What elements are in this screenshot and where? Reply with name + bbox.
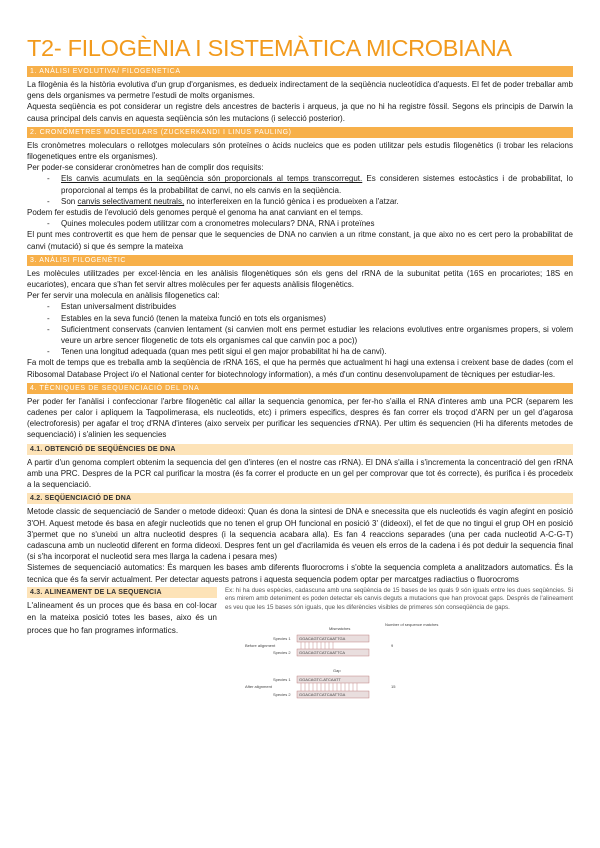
matches-label: Number of sequence matches [385,621,439,627]
gap-label: Gap [333,667,341,673]
section-2-paragraph: Podem fer estudis de l'evolució dels genomes perquè el genoma ha anat canviant en el temps. [27,208,363,218]
section-4-2-paragraph: Metode classic de sequenciació de Sander o metode dideoxi: Quan és dona la sintesi de DNA e snecessita que els nucleotids és vagin afegint en posició 3'OH. Aquest metode és basa en afegir nucleotids que no tenen el grup OH funcional en posició 3' (dideoxi), el fet de que no tingui el grup OH en posició 3'permet que no s'uneixi un altra nucleotid despres (i la sequencia acabara alla). Es fan 4 reaccions separades (una per cada nucleotid A-C-G-T) cadascuna amb un nucleotid diferent en forma dideoxi. Despres fent un gel d'acrilamida és veuen els erros de la cadena i és pot deduir la sequencia final (si s'ha incorporat el nucleotid sera mes llarga la cadena i pesara mes) [27,507,573,562]
list-item-text: Estables en la seva funció (tenen la mateixa funció en tots els organismes) [61,313,327,323]
sequence-after-2: GGACAGTCATCAATTGA [299,691,346,697]
sequence-after-1: GGACAGTC-ATCAATT [299,676,341,682]
species-1-label: Species 1 [273,676,291,682]
requirements-list [27,173,573,207]
section-1-paragraph: Aquesta seqüència es pot considerar un registre dels ancestres de bacteris i arqueus, ja que no hi ha registre fòssil. Segons els principis de Darwin la causa principal dels canvis en aquesta seqüència són les mutacions (i selecció posterior). [27,102,573,123]
section-3-heading: 3. ANÀLISI FILOGENÈTIC [27,255,573,266]
label-after: After alignment [245,683,272,689]
section-3-paragraph: Fa molt de temps que es treballa amb la seqüència de rRNA 16S, el que ha permès que actualment hi hagi una extensa i creixent base de dades (com el Ribosomal Database Project i/o el National center for biotechnology information), a més d'un continu desenvolupament de tècniques per estudiar-les. [27,358,573,379]
section-1-heading: 1. ANÀLISI EVOLUTIVA/ FILOGENETICA [27,66,573,77]
question-list [27,218,573,229]
section-4-1-paragraph: A partir d'un genoma complert obtenim la sequencia del gen d'interes (en el nostre cas rRNA). El DNA s'ailla i s'incrementa la concentració del gen rRNA amb una PRC. Despres de la PCR cal purificar la mostra (és fa correr el producte en un gel per comprovar que tot és correcte), és purifica i és procedeix a la sequenciació. [27,457,573,490]
section-2-heading: 2. CRONÒMETRES MOLECULARS (ZUCKERKANDI I LINUS PAULING) [27,127,573,138]
underlined-text: canvis selectivament neutrals, [77,196,185,206]
list-item: - Quines molecules podem utilitzar com a cronometres moleculars? DNA, RNA i proteïnes [47,219,375,229]
sequence-before-1: GGACAGTCATCAATTGA [299,635,346,641]
section-4-2-paragraph: Sistemes de sequenciació automatics: És marquen les bases amb diferents fluorocroms i s'obte la sequencia completa a analitzadors automatics. És la tecnica que és fa servir actualment. Per detectar aquests patrons i aquesta sequencia podem optar per marcatges radiactius o fluorocroms [27,563,573,584]
list-item-text: Son [61,196,78,206]
criteria-list [27,301,573,357]
section-4-heading: 4. TÈCNIQUES DE SEQÜENCIACIÓ DEL DNA [27,383,573,394]
species-1-label: Species 1 [273,635,291,641]
match-lines [301,683,357,691]
section-4-paragraph: Per poder fer l'anàlisi i confeccionar l'arbre filogenètic cal aillar la sequencia genomica, per fer-ho s'ailla el RNA d'interes amb una PCR (separem les cadenes per calor i apliquem la Taqpolimerasa, els nucleotids, etc) i primers especifics, despres és fan correr els troçod d'ARN per un gel d'agarosa (electroforesis) per agafar el troç d'RNA d'interes (aixo serveix per purificar les sequencies d'RNA). Per ultim és sequencien (Hi ha diferents metodes de sequenciació) i s'alinien les sequencies [27,396,573,440]
figure-caption: Ex: hi ha dues espècies, cadascuna amb una seqüència de 15 bases de les quals 9 són iguals entre les dues seqüències. Si ens mirem amb deteniment es poden detectar els canvis deguts a mutacions que han provocat gaps. Després de l'alineament es veu que les 15 bases són iguals, que les diferències visibles de primeres són conseqüència de gaps. [225,586,573,611]
count-after: 15 [391,683,396,689]
list-item: - Son canvis selectivament neutrals, no interfereixen en la funció gènica i es produeixen a l'atzar. [47,196,399,206]
section-3-paragraph: Per fer servir una molecula en anàlisis filogenetics cal: [27,291,220,301]
list-item: - Estables en la seva funció (tenen la mateixa funció en tots els organismes) [47,313,327,323]
match-lines [301,642,333,649]
list-item: - Tenen una longitud adequada (quan mes petit sigui el gen major probabilitat hi ha de canvi). [47,347,387,357]
list-item-text: Es consideren sistemes estocàstics i de probabilitat, lo proporcional al temps és la probabilitat de canvi, no els canvis en la seqüència. [61,174,573,195]
section-4-3-heading: 4.3. ALINEAMENT DE LA SEQUENCIA [27,587,217,598]
list-item-text: Quines molecules podem utilitzar com a cronometres moleculars? DNA, RNA i proteïnes [61,219,375,229]
alignment-diagram [225,616,525,726]
alignment-figure-column [225,585,573,726]
section-2-paragraph: Per poder-se considerar cronòmetres han de complir dos requisits: [27,163,264,173]
list-item-text: Tenen una longitud adequada (quan mes petit sigui el gen major probabilitat hi ha de canvi). [61,347,387,357]
list-item: - Els canvis acumulats en la seqüència són proporcionals al temps transcorregut. Es consideren sistemes estocàstics i de probabilitat, lo proporcional al temps és la probabilitat de canvi, no els canvis en la seqüència. [47,174,573,195]
alignment-text-column [27,585,217,726]
mismatches-label: Mismatches [329,625,351,631]
section-1-paragraph: La filogènia és la història evolutiva d'un grup d'organismes, es dedueix indirectament de la seqüència nucleotídica d'aquests. El fet de poder treballar amb gens dels organismes va permetre l'estudi de molts organismes. [27,80,573,101]
section-4-1-heading: 4.1. OBTENCIÓ DE SEQÜÈNCIES DE DNA [27,444,573,455]
list-item-text: Estan universalment distribuides [61,302,177,312]
alignment-section [27,585,573,726]
section-2-paragraph: El punt mes controvertit es que hem de pensar que le sequencies de DNA no canvien a un ritme constant, ja que aixo no es cert pero la probabilitat de canvi (mutació) si que és sempre la mateixa [27,230,573,251]
section-3-paragraph: Les molècules utilitzades per excel·lència en les anàlisis filogenètiques són els gens del rRNA de la subunitat petita (16S en procariotes; 18S en eucariotes), encara que s'han fet servir altres molècules per fer aquests anàlisis filogenètics. [27,268,573,290]
list-item: - Estan universalment distribuides [47,302,177,312]
page-title: T2- FILOGÈNIA I SISTEMÀTICA MICROBIANA [27,35,512,61]
sequence-before-2: GGACAGTCATCAATTCA [299,649,346,655]
list-item: - Suficientment conservats (canvien lentament (si canvien molt ens permet estudiar les relacions evolutives entre organismes propers, si volem veure un arbre sencer filogenetic de tots els organismes cal que canviin poc a poc)) [47,324,573,346]
section-4-2-heading: 4.2. SEQÜENCIACIÓ DE DNA [27,493,573,504]
section-2-paragraph: Els cronòmetres moleculars o rellotges moleculars són proteïnes o àcids nucleics que es poden utilitzar pels estudis filogenètics (i trobar les relacions filogenetiques entre els organismes). [27,140,573,162]
count-before: 9 [391,642,394,648]
species-2-label: Species 2 [273,649,291,655]
species-2-label: Species 2 [273,691,291,697]
label-before: Before alignment [245,642,276,648]
list-item-text: Suficientment conservats (canvien lentament (si canvien molt ens permet estudiar les relacions evolutives entre organismes propers, si volem veure un arbre sencer filogenetic de tots els organismes cal que canviin poc a poc)) [61,324,573,346]
list-item-text: no interfereixen en la funció gènica i es produeixen a l'atzar. [184,196,399,206]
alignment-figure [225,616,573,726]
section-4-3-paragraph: L'alineament és un proces que és basa en col·locar en la mateixa posició totes les bases, aixo és un proces que ho fan programes informatics. [27,600,217,635]
underlined-text: Els canvis acumulats en la seqüència són proporcionals al temps transcorregut. [61,174,363,184]
